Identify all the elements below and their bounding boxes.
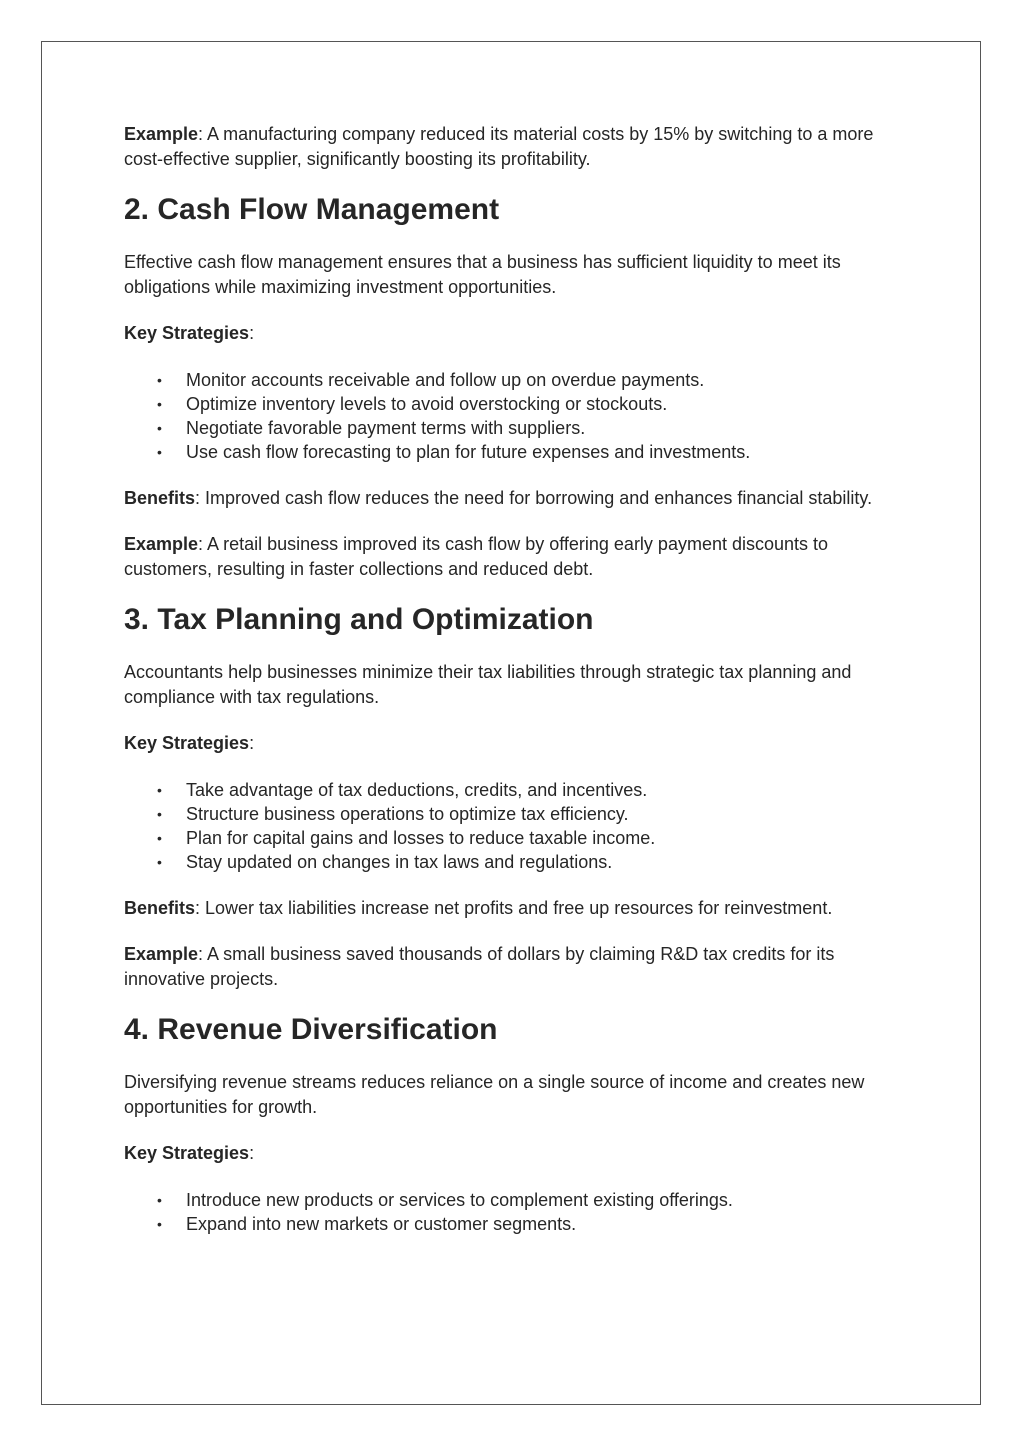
- list-item: [124, 1212, 904, 1236]
- intro-example-paragraph: [124, 122, 904, 171]
- list-item: [124, 416, 904, 440]
- bullet-icon: •: [157, 395, 162, 412]
- example-text: : A retail business improved its cash flow by offering early payment discounts to customers, resulting in faster collections and reduced debt.: [124, 534, 829, 579]
- strategies-list-tax: [124, 778, 904, 874]
- benefits-text: : Lower tax liabilities increase net profits and free up resources for reinvestment.: [195, 897, 833, 918]
- list-item: [124, 778, 904, 802]
- list-item-text: Expand into new markets or customer segments.: [186, 1213, 577, 1234]
- list-item: [124, 850, 904, 874]
- strategies-label-bold: Key Strategies: [124, 733, 250, 753]
- bullet-icon: •: [157, 781, 162, 798]
- strategies-label-bold: Key Strategies: [124, 323, 250, 343]
- list-item-text: Use cash flow forecasting to plan for future expenses and investments.: [186, 441, 751, 462]
- bullet-icon: •: [157, 853, 162, 870]
- document-body: [124, 122, 904, 1236]
- section-heading-tax: 3. Tax Planning and Optimization: [124, 603, 594, 636]
- section-heading-revenue: 4. Revenue Diversification: [124, 1013, 498, 1046]
- benefits-label: Benefits: [124, 487, 196, 508]
- list-item: [124, 392, 904, 416]
- example-paragraph: [124, 942, 904, 991]
- list-item-text: Plan for capital gains and losses to reduce taxable income.: [186, 827, 656, 848]
- strategies-label-bold: Key Strategies: [124, 1143, 250, 1163]
- example-label: Example: [124, 944, 199, 964]
- example-label: Example: [124, 534, 199, 554]
- list-item: [124, 826, 904, 850]
- example-text: : A small business saved thousands of dollars by claiming R&D tax credits for its innovative projects.: [124, 944, 835, 989]
- bullet-icon: •: [157, 1215, 162, 1232]
- key-strategies-label: [124, 731, 904, 756]
- benefits-text: : Improved cash flow reduces the need for borrowing and enhances financial stability.: [195, 487, 873, 508]
- benefits-label: Benefits: [124, 897, 196, 918]
- benefits-paragraph: [124, 896, 904, 921]
- list-item-text: Take advantage of tax deductions, credits, and incentives.: [186, 779, 648, 800]
- key-strategies-label: [124, 1141, 904, 1166]
- bullet-icon: •: [157, 371, 162, 388]
- bullet-icon: •: [157, 1191, 162, 1208]
- bullet-icon: •: [157, 805, 162, 822]
- strategies-colon: :: [249, 733, 255, 753]
- list-item-text: Negotiate favorable payment terms with suppliers.: [186, 417, 586, 438]
- strategies-colon: :: [249, 323, 255, 343]
- list-item: [124, 802, 904, 826]
- list-item-text: Monitor accounts receivable and follow up on overdue payments.: [186, 369, 705, 390]
- key-strategies-label: [124, 321, 904, 346]
- bullet-icon: •: [157, 419, 162, 436]
- example-paragraph: [124, 532, 904, 581]
- section-description: Diversifying revenue streams reduces reliance on a single source of income and creates new opportunities for growth.: [124, 1072, 865, 1117]
- strategies-list-cash-flow: [124, 368, 904, 464]
- benefits-paragraph: [124, 486, 904, 511]
- list-item-text: Introduce new products or services to complement existing offerings.: [186, 1189, 733, 1210]
- example-text: : A manufacturing company reduced its material costs by 15% by switching to a more cost-effective supplier, significantly boosting its profitability.: [124, 124, 874, 169]
- section-description: Accountants help businesses minimize their tax liabilities through strategic tax planning and compliance with tax regulations.: [124, 662, 852, 707]
- strategies-colon: :: [249, 1143, 255, 1163]
- bullet-icon: •: [157, 443, 162, 460]
- list-item: [124, 368, 904, 392]
- section-description: Effective cash flow management ensures that a business has sufficient liquidity to meet its obligations while maximizing investment opportunities.: [124, 252, 841, 297]
- example-label: Example: [124, 124, 199, 144]
- strategies-list-revenue: [124, 1188, 904, 1236]
- list-item: [124, 1188, 904, 1212]
- list-item-text: Structure business operations to optimize tax efficiency.: [186, 803, 629, 824]
- section-heading-cash-flow: 2. Cash Flow Management: [124, 193, 500, 226]
- bullet-icon: •: [157, 829, 162, 846]
- list-item-text: Optimize inventory levels to avoid overstocking or stockouts.: [186, 393, 668, 414]
- list-item: [124, 440, 904, 464]
- list-item-text: Stay updated on changes in tax laws and regulations.: [186, 851, 613, 872]
